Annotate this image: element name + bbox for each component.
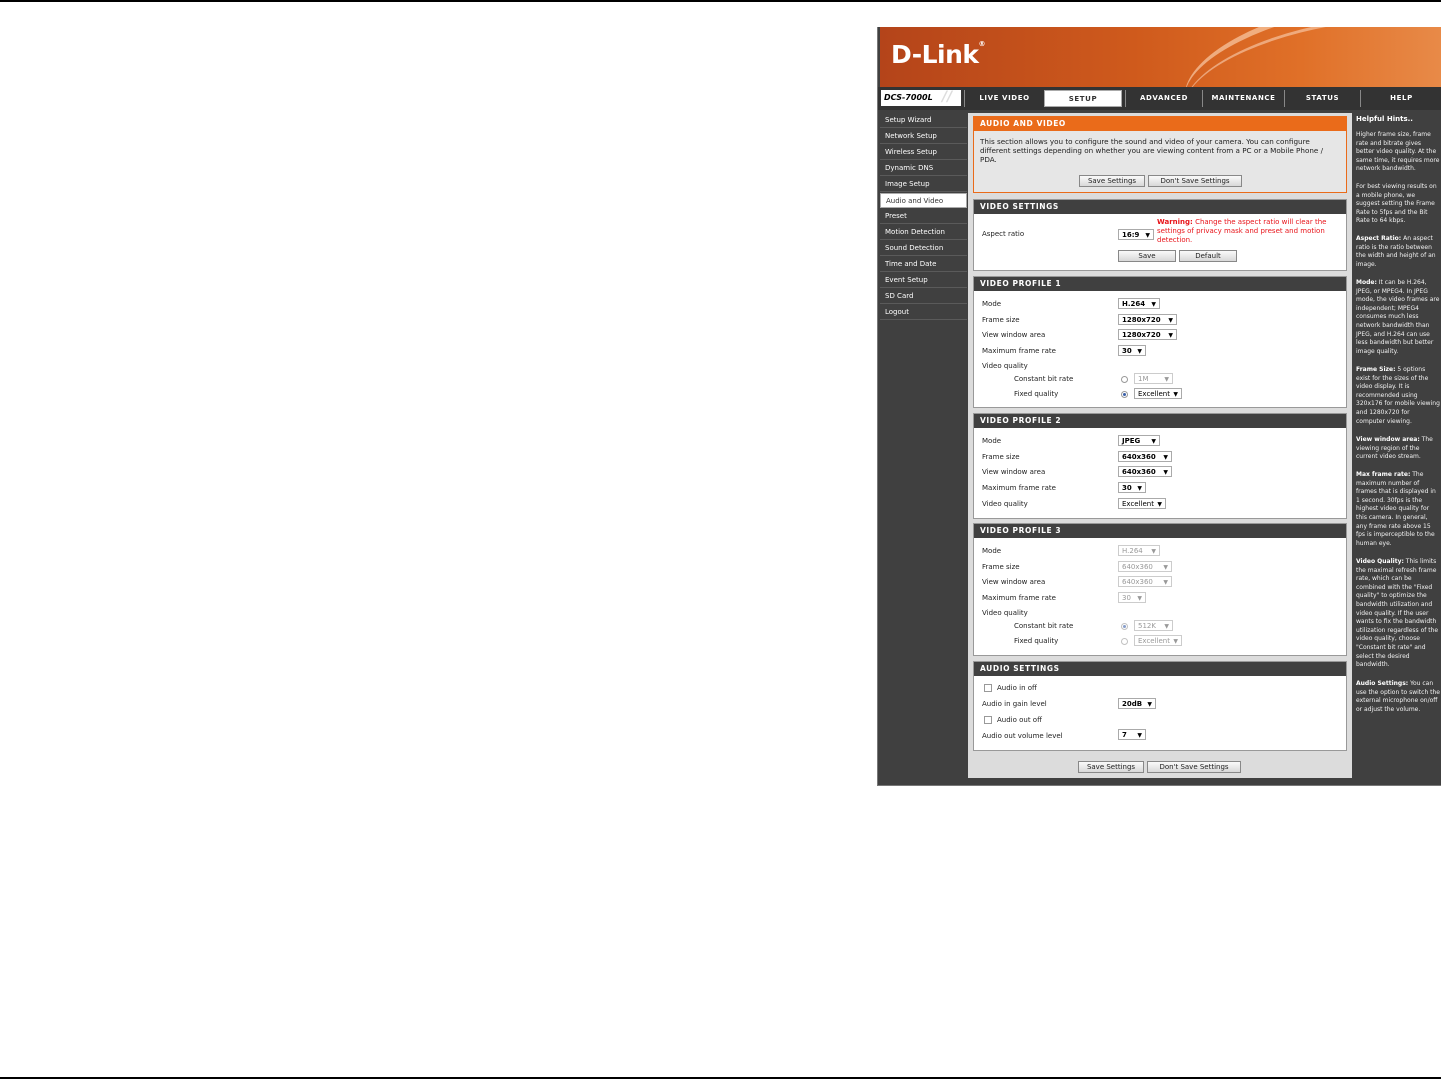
profile-1-title: VIDEO PROFILE 1 [974,277,1346,291]
save-settings-button[interactable]: Save Settings [1079,175,1145,187]
p3-cbr-select[interactable]: 512K ▼ [1134,620,1173,631]
p3-fixed-quality-select[interactable]: Excellent ▼ [1134,635,1182,646]
aspect-warning: Warning: Change the aspect ratio will clear the settings of privacy mask and preset and motion detection. [1157,218,1327,244]
p2-view-window-select[interactable]: 640x360 ▼ [1118,466,1172,477]
help-video-quality: Video Quality: This limits the maximal refresh frame rate, which can be combined with the "Fixed quality" to optimize the bandwidth utilization and video quality. If the user wants to fix the bandwidth utilization regardless of the video quality, choose "Constant bit rate" and select the desired bandwidth. [1356,558,1439,669]
p2-frame-size-label: Frame size [982,453,1020,461]
audio-in-off-checkbox[interactable] [984,684,992,692]
p3-mode-select[interactable]: H.264 ▼ [1118,545,1160,556]
help-frame-size: Frame Size: 5 options exist for the sizes of the video display. It is recommended using 320x176 for mobile viewing and 1280x720 for computer viewing. [1356,366,1440,425]
p1-cbr-label: Constant bit rate [1014,375,1074,383]
p1-max-frame-rate-label: Maximum frame rate [982,347,1056,355]
p3-max-frame-rate-label: Maximum frame rate [982,594,1056,602]
sidebar-item-network-setup[interactable]: Network Setup [880,129,967,144]
dlink-logo: D-Link® [891,40,986,69]
aspect-ratio-label: Aspect ratio [982,230,1025,238]
audio-in-off-label: Audio in off [997,684,1037,692]
p1-fixed-quality-label: Fixed quality [1014,390,1059,398]
video-settings-title: VIDEO SETTINGS [974,200,1346,214]
help-mode: Mode: It can be H.264, JPEG, or MPEG4. In JPEG mode, the video frames are independent; MPEG4 consumes much less network bandwidth than JPEG, and H.264 can use less bandwidth but better image quality. [1356,279,1440,355]
p3-max-frame-rate-select[interactable]: 30 ▼ [1118,592,1146,603]
model-label: DCS-7000L [881,90,961,106]
audio-gain-label: Audio in gain level [982,700,1047,708]
p1-view-window-select[interactable]: 1280x720 ▼ [1118,329,1177,340]
sidebar-item-sd-card[interactable]: SD Card [880,289,967,304]
p1-cbr-radio[interactable] [1121,376,1128,383]
p2-max-frame-rate-select[interactable]: 30 ▼ [1118,482,1146,493]
p1-mode-label: Mode [982,300,1002,308]
sidebar-item-image-setup[interactable]: Image Setup [880,177,967,192]
p2-view-window-label: View window area [982,468,1046,476]
video-profile-3-section [973,523,1347,656]
aspect-default-button[interactable]: Default [1179,250,1237,262]
video-profile-2-section [973,413,1347,519]
tab-advanced[interactable]: ADVANCED [1125,90,1202,107]
tab-live-video[interactable]: LIVE VIDEO [964,90,1044,107]
nav-bar [878,87,1441,110]
p3-fixed-quality-label: Fixed quality [1014,637,1059,645]
main-content [968,113,1352,778]
sidebar-item-audio-and-video[interactable]: Audio and Video [880,193,967,208]
p2-mode-label: Mode [982,437,1002,445]
p2-video-quality-select[interactable]: Excellent ▼ [1118,498,1166,509]
audio-settings-section [973,661,1347,751]
help-panel [1354,113,1440,778]
sidebar-item-preset[interactable]: Preset [880,209,967,224]
sidebar-item-logout[interactable]: Logout [880,305,967,320]
sidebar-item-time-and-date[interactable]: Time and Date [880,257,967,272]
sidebar-item-sound-detection[interactable]: Sound Detection [880,241,967,256]
p2-video-quality-label: Video quality [982,500,1028,508]
p3-fixed-quality-radio[interactable] [1121,638,1128,645]
audio-volume-label: Audio out volume level [982,732,1063,740]
sidebar-item-setup-wizard[interactable]: Setup Wizard [880,113,967,128]
p2-max-frame-rate-label: Maximum frame rate [982,484,1056,492]
p1-video-quality-label: Video quality [982,362,1028,370]
sidebar-item-event-setup[interactable]: Event Setup [880,273,967,288]
p1-view-window-label: View window area [982,331,1046,339]
p3-cbr-label: Constant bit rate [1014,622,1074,630]
bottom-dont-save-settings-button[interactable]: Don't Save Settings [1147,761,1241,773]
sidebar-menu [880,113,967,321]
p1-cbr-select[interactable]: 1M ▼ [1134,373,1173,384]
p1-max-frame-rate-select[interactable]: 30 ▼ [1118,345,1146,356]
sidebar-item-wireless-setup[interactable]: Wireless Setup [880,145,967,160]
top-rule [0,0,1441,2]
p3-view-window-label: View window area [982,578,1046,586]
help-p1: Higher frame size, frame rate and bitrate gives better video quality. At the same time, it requires more network bandwidth. [1356,131,1440,173]
p1-fixed-quality-select[interactable]: Excellent ▼ [1134,388,1182,399]
intro-section [973,116,1347,193]
header-banner [880,27,1441,87]
intro-title: AUDIO AND VIDEO [974,117,1346,131]
tab-setup[interactable]: SETUP [1044,90,1122,107]
sidebar-item-motion-detection[interactable]: Motion Detection [880,225,967,240]
video-profile-1-section [973,276,1347,408]
aspect-save-button[interactable]: Save [1118,250,1176,262]
audio-settings-title: AUDIO SETTINGS [974,662,1346,676]
bottom-save-settings-button[interactable]: Save Settings [1078,761,1144,773]
dont-save-settings-button[interactable]: Don't Save Settings [1148,175,1242,187]
tab-help[interactable]: HELP [1360,90,1441,107]
video-settings-section [973,199,1347,271]
help-title: Helpful Hints.. [1356,115,1413,123]
help-audio-settings: Audio Settings: You can use the option to switch the external microphone on/off or adjust the volume. [1356,680,1440,713]
help-aspect: Aspect Ratio: An aspect ratio is the ratio between the width and height of an image. [1356,235,1436,268]
sidebar-item-dynamic-dns[interactable]: Dynamic DNS [880,161,967,176]
help-p2: For best viewing results on a mobile phone, we suggest setting the Frame Rate to 5fps and the Bit Rate to 64 kbps. [1356,183,1437,225]
p1-frame-size-label: Frame size [982,316,1020,324]
audio-out-off-label: Audio out off [997,716,1042,724]
audio-volume-select[interactable]: 7 ▼ [1118,729,1146,740]
p1-fixed-quality-radio[interactable] [1121,391,1128,398]
slash-decoration: // [942,89,953,105]
help-view-window: View window area: The viewing region of the current video stream. [1356,436,1433,461]
p3-frame-size-select[interactable]: 640x360 ▼ [1118,561,1172,572]
tab-maintenance[interactable]: MAINTENANCE [1202,90,1284,107]
profile-3-title: VIDEO PROFILE 3 [974,524,1346,538]
camera-web-ui [877,27,1441,786]
p3-video-quality-label: Video quality [982,609,1028,617]
p3-frame-size-label: Frame size [982,563,1020,571]
profile-2-title: VIDEO PROFILE 2 [974,414,1346,428]
audio-gain-select[interactable]: 20dB ▼ [1118,698,1156,709]
p3-mode-label: Mode [982,547,1002,555]
p3-view-window-select[interactable]: 640x360 ▼ [1118,576,1172,587]
aspect-ratio-select[interactable]: 16:9 ▼ [1118,229,1154,240]
audio-out-off-checkbox[interactable] [984,716,992,724]
p1-frame-size-select[interactable]: 1280x720 ▼ [1118,314,1177,325]
p2-mode-select[interactable]: JPEG ▼ [1118,435,1160,446]
p2-frame-size-select[interactable]: 640x360 ▼ [1118,451,1172,462]
bottom-rule [0,1077,1441,1079]
p3-cbr-radio[interactable] [1121,623,1128,630]
p1-mode-select[interactable]: H.264 ▼ [1118,298,1160,309]
help-max-frame-rate: Max frame rate: The maximum number of frames that is displayed in 1 second. 30fps is the highest video quality for this camera. In general, any frame rate above 15 fps is imperceptible to the human eye. [1356,471,1436,547]
tab-status[interactable]: STATUS [1284,90,1360,107]
intro-text: This section allows you to configure the sound and video of your camera. You can configure different settings depending on whether you are viewing content from a PC or a Mobile Phone / PDA. [980,137,1324,164]
